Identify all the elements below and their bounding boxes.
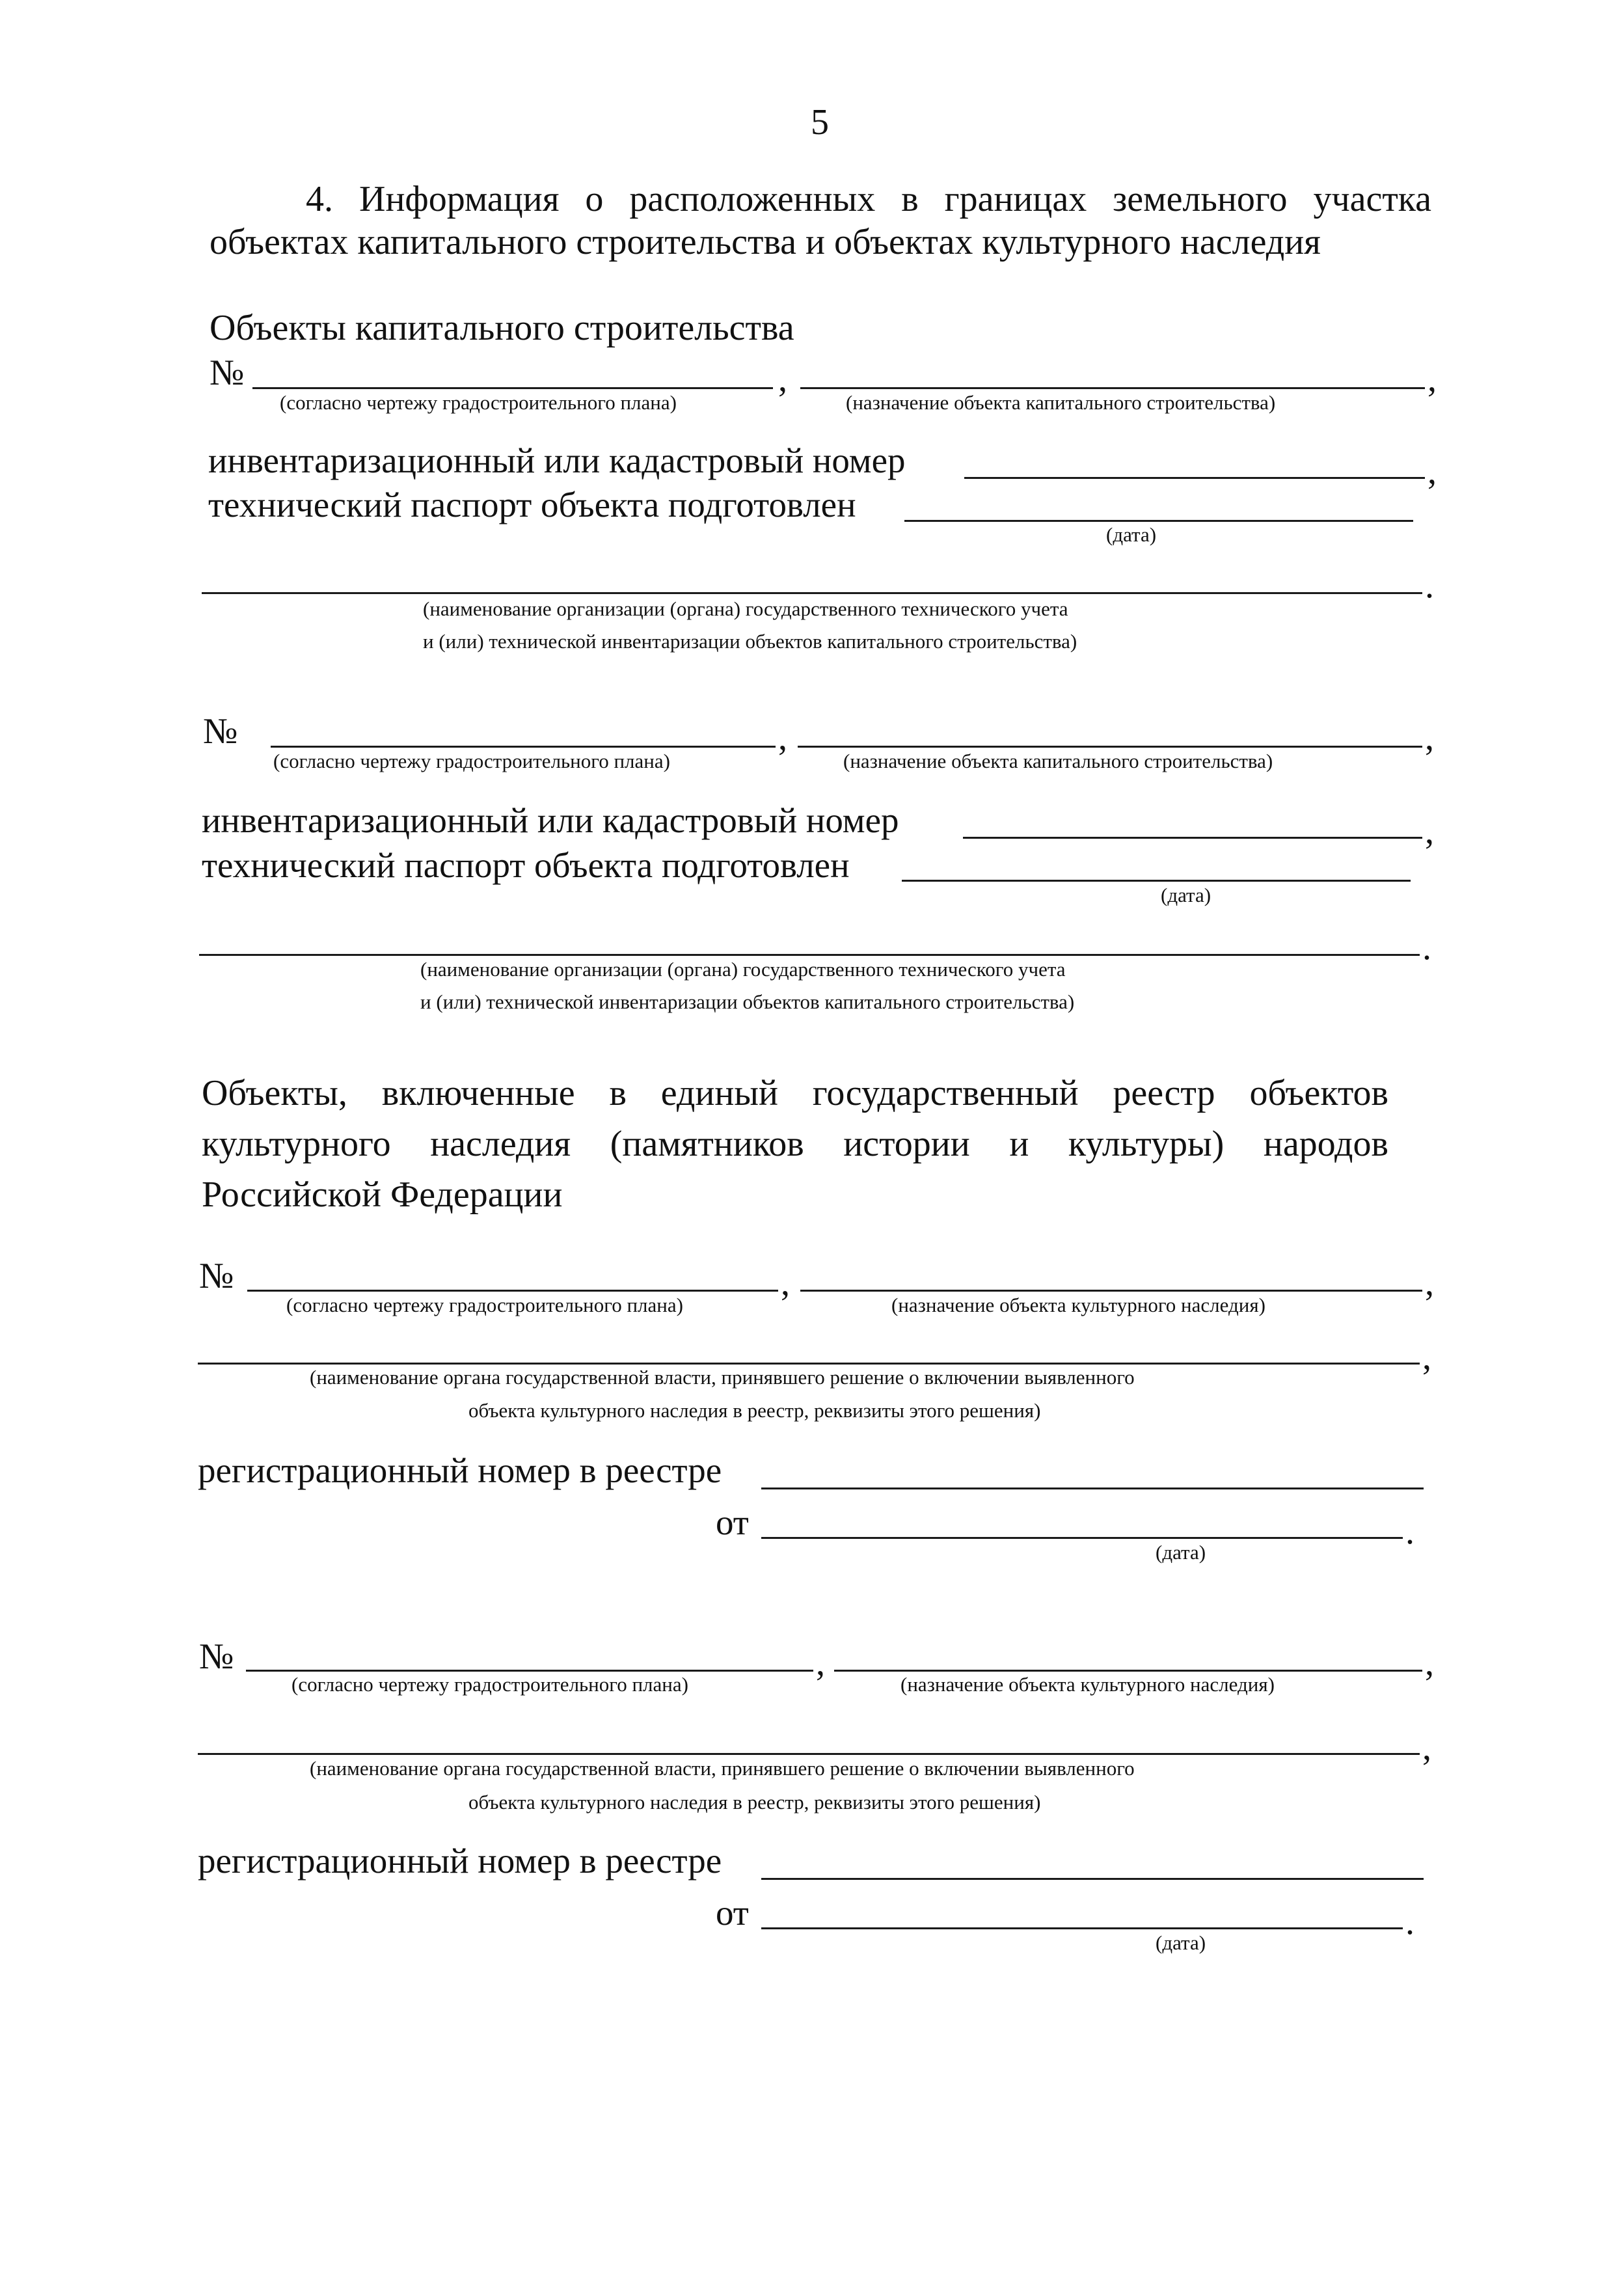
plan-caption: (согласно чертежу градостроительного плана): [273, 750, 670, 772]
section-heading-line2: объектах капитального строительства и объектах культурного наследия: [210, 222, 1321, 262]
heritage-purpose-field[interactable]: [800, 1290, 1422, 1292]
comma: ,: [816, 1643, 825, 1683]
date-caption: (дата): [1106, 523, 1157, 546]
registry-date-field[interactable]: [761, 1927, 1403, 1929]
heritage-purpose-field[interactable]: [834, 1670, 1422, 1672]
authority-caption-line1: (наименование органа государственной власти, принявшего решение о включении выявленного: [310, 1366, 1135, 1389]
plan-number-field[interactable]: [246, 1670, 813, 1672]
plan-caption: (согласно чертежу градостроительного плана): [286, 1294, 683, 1316]
inventory-number-field[interactable]: [963, 837, 1422, 839]
inventory-number-field[interactable]: [964, 477, 1425, 479]
inventory-number-label: инвентаризационный или кадастровый номер: [208, 441, 906, 480]
authority-caption-line2: объекта культурного наследия в реестр, реквизиты этого решения): [468, 1791, 1041, 1813]
purpose-caption: (назначение объекта капитального строительства): [846, 391, 1276, 414]
heritage-title-line1: Объекты, включенные в единый государственный реестр объектов: [202, 1073, 1388, 1113]
number-sign: №: [199, 1256, 234, 1296]
organization-caption-line2: и (или) технической инвентаризации объектов капитального строительства): [423, 630, 1077, 653]
heritage-purpose-caption: (назначение объекта культурного наследия): [900, 1673, 1275, 1696]
registry-number-label: регистрационный номер в реестре: [198, 1450, 722, 1490]
registry-number-label: регистрационный номер в реестре: [198, 1841, 722, 1881]
purpose-caption: (назначение объекта капитального строительства): [843, 750, 1273, 772]
organization-field[interactable]: [199, 954, 1420, 956]
registry-date-field[interactable]: [761, 1537, 1403, 1539]
comma: ,: [1425, 1263, 1434, 1303]
comma: ,: [1422, 1337, 1431, 1378]
section-heading-line1: Информация о расположенных в границах земельного участка: [359, 179, 1431, 219]
number-sign: №: [203, 711, 238, 752]
comma: ,: [1422, 1728, 1431, 1768]
number-sign: №: [199, 1637, 234, 1677]
comma: ,: [1425, 1643, 1434, 1683]
authority-caption-line2: объекта культурного наследия в реестр, реквизиты этого решения): [468, 1399, 1041, 1422]
passport-label: технический паспорт объекта подготовлен: [208, 485, 856, 524]
heritage-title-line3: Российской Федерации: [202, 1175, 563, 1215]
comma: ,: [1425, 718, 1434, 758]
purpose-field[interactable]: [800, 387, 1425, 389]
date-caption: (дата): [1156, 1541, 1206, 1564]
comma: ,: [781, 1263, 790, 1303]
comma: ,: [778, 718, 787, 758]
from-label: от: [716, 1502, 749, 1542]
registry-number-field[interactable]: [761, 1487, 1424, 1489]
plan-number-field[interactable]: [252, 387, 773, 389]
heritage-title-line2: культурного наследия (памятников истории и культуры) народов: [202, 1124, 1388, 1164]
organization-caption-line1: (наименование организации (органа) государственного технического учета: [423, 597, 1068, 620]
purpose-field[interactable]: [798, 746, 1422, 748]
section-number: 4.: [306, 179, 333, 219]
comma: ,: [1428, 359, 1437, 400]
comma: ,: [1428, 452, 1437, 492]
date-caption: (дата): [1156, 1931, 1206, 1954]
comma: ,: [778, 359, 787, 400]
period: .: [1405, 1512, 1414, 1552]
heritage-purpose-caption: (назначение объекта культурного наследия): [891, 1294, 1265, 1316]
plan-number-field[interactable]: [271, 746, 776, 748]
organization-caption-line2: и (или) технической инвентаризации объектов капитального строительства): [420, 990, 1075, 1013]
plan-caption: (согласно чертежу градостроительного плана): [280, 391, 677, 414]
authority-field[interactable]: [198, 1363, 1420, 1365]
organization-field[interactable]: [202, 592, 1422, 594]
organization-caption-line1: (наименование организации (органа) государственного технического учета: [420, 958, 1066, 981]
authority-field[interactable]: [198, 1753, 1420, 1755]
registry-number-field[interactable]: [761, 1878, 1424, 1880]
capital-section-title: Объекты капитального строительства: [210, 308, 794, 348]
inventory-number-label: инвентаризационный или кадастровый номер: [202, 800, 899, 840]
plan-number-field[interactable]: [247, 1290, 778, 1292]
plan-caption: (согласно чертежу градостроительного плана): [291, 1673, 688, 1696]
passport-date-field[interactable]: [902, 880, 1411, 882]
passport-date-field[interactable]: [904, 520, 1413, 522]
comma: ,: [1425, 811, 1434, 852]
from-label: от: [716, 1893, 749, 1933]
number-sign: №: [210, 353, 245, 393]
authority-caption-line1: (наименование органа государственной власти, принявшего решение о включении выявленного: [310, 1757, 1135, 1780]
period: .: [1422, 927, 1431, 968]
period: .: [1425, 565, 1434, 606]
passport-label: технический паспорт объекта подготовлен: [202, 845, 850, 885]
page-number: 5: [811, 102, 829, 143]
date-caption: (дата): [1161, 884, 1211, 906]
period: .: [1405, 1902, 1414, 1942]
